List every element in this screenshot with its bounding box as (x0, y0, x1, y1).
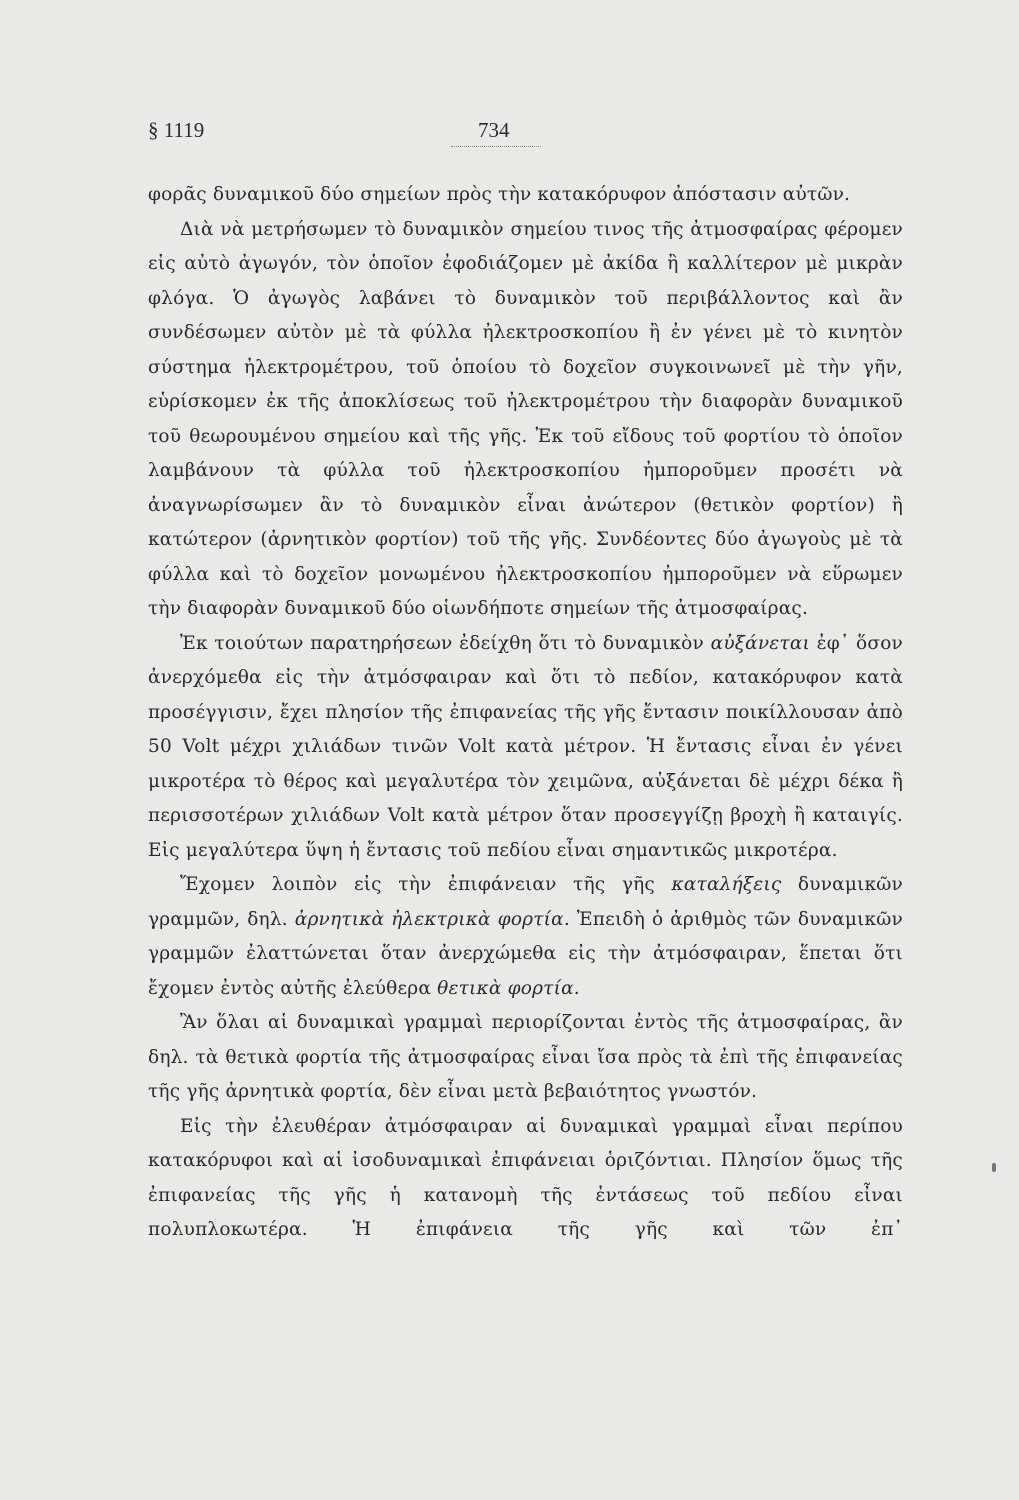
text-segment: ἐφ᾽ ὅσον ἀνερχόμεθα εἰς τὴν ἀτμόσφαιραν καὶ ὅτι τὸ πεδίον, κατακόρυφον κατὰ προσέγγισιν, ἔχει πλησίον τῆς ἐπιφανείας τῆς γῆς ἔντασιν ποικίλλουσαν ἀπὸ 50 Volt μέχρι χιλιάδων τινῶν Volt κατὰ μέτρον. Ἡ ἔντασις εἶναι ἐν γένει μικροτέρα τὸ θέρος καὶ μεγαλυτέρα τὸν χειμῶνα, αὐξάνεται δὲ μέχρι δέκα ἢ περισσοτέρων χιλιάδων Volt κατὰ μέτρον ὅταν προσεγγίζῃ βροχὴ ἢ καταιγίς. Εἰς μεγαλύτερα ὕψη ἡ ἔντασις τοῦ πεδίου εἶναι σημαντικῶς μικροτέρα. (148, 632, 904, 861)
paragraph-observations (148, 627, 903, 869)
text-segment: Ἔχομεν λοιπὸν εἰς τὴν ἐπιφάνειαν τῆς γῆς (180, 874, 672, 895)
paragraph-charges (148, 868, 903, 1006)
paragraph-continuation (148, 178, 903, 213)
text-segment: Ἐπειδὴ ὁ ἀριθμὸς τῶν δυναμικῶν γραμμῶν ἐλαττώνεται ὅταν ἀνερχώμεθα εἰς τὴν ἀτμόσφαιραν, ἕπεται ὅτι ἔχομεν ἐντὸς αὐτῆς ἐλεύθερα (148, 908, 903, 999)
body-text (148, 178, 903, 1248)
paragraph-uncertainty (148, 1006, 903, 1110)
text-segment: δυναμικῶν γραμμῶν, δηλ. (148, 874, 903, 930)
header-ornament-rule (451, 146, 541, 149)
italic-term: καταλήξεις (671, 874, 782, 895)
text-segment: Διὰ νὰ μετρήσωμεν τὸ δυναμικὸν σημείου τινος τῆς ἀτμοσφαίρας φέρομεν εἰς αὐτὸ ἀγωγόν, τὸν ὁποῖον ἐφοδιάζομεν μὲ ἀκίδα ἢ καλλίτερον μὲ μικρὰν φλόγα. Ὁ ἀγωγὸς λαβάνει τὸ δυναμικὸν τοῦ περιβάλλοντος καὶ ἂν συνδέσωμεν αὐτὸν μὲ τὰ φύλλα ἠλεκτροσκοπίου ἢ ἐν γένει μὲ τὸ κινητὸν σύστημα ἠλεκτρομέτρου, τοῦ ὁποίου τὸ δοχεῖον συγκοινωνεῖ μὲ τὴν γῆν, εὑρίσκομεν ἐκ τῆς ἀποκλίσεως τοῦ ἠλεκτρομέτρου τὴν διαφορὰν δυναμικοῦ τοῦ θεωρουμένου σημείου καὶ τῆς γῆς. Ἐκ τοῦ εἴδους τοῦ φορτίου τὸ ὁποῖον λαμβάνουν τὰ φύλλα τοῦ ἠλεκτροσκοπίου ἠμποροῦμεν προσέτι νὰ ἀναγνωρίσωμεν ἂν τὸ δυναμικὸν εἶναι ἀνώτερον (θετικὸν φορτίον) ἢ κατώτερον (ἀρνητικὸν φορτίον) τοῦ τῆς γῆς. Συνδέοντες δύο ἀγωγοὺς μὲ τὰ φύλλα καὶ τὸ δοχεῖον μονωμένου ἠλεκτροσκοπίου ἠμποροῦμεν νὰ εὕρωμεν τὴν διαφορὰν δυναμικοῦ δύο οἱωνδήποτε σημείων τῆς ἀτμοσφαίρας. (148, 218, 903, 619)
paragraph-measurement (148, 213, 903, 627)
page-number: 734 (478, 118, 510, 142)
italic-term: θετικὰ φορτία. (437, 977, 580, 999)
text-segment: φορᾶς δυναμικοῦ δύο σημείων πρὸς τὴν κατακόρυφον ἀπόστασιν αὐτῶν. (148, 184, 851, 205)
italic-term: αὐξάνεται (710, 632, 811, 654)
section-reference: § 1119 (148, 118, 205, 142)
text-segment: Ἂν ὅλαι αἱ δυναμικαὶ γραμμαὶ περιορίζονται ἐντὸς τῆς ἀτμοσφαίρας, ἂν δηλ. τὰ θετικὰ φορτία τῆς ἀτμοσφαίρας εἶναι ἴσα πρὸς τὰ ἐπὶ τῆς ἐπιφανείας τῆς γῆς ἀρνητικὰ φορτία, δὲν εἶναι μετὰ βεβαιότητος γνωστόν. (148, 1012, 903, 1102)
page-header (148, 118, 908, 148)
text-segment: Εἰς τὴν ἐλευθέραν ἀτμόσφαιραν αἱ δυναμικαὶ γραμμαὶ εἶναι περίπου κατακόρυφοι καὶ αἱ ἰσοδυναμικαὶ ἐπιφάνειαι ὁριζόντιαι. Πλησίον ὅμως τῆς ἐπιφανείας τῆς γῆς ἡ κατανομὴ τῆς ἐντάσεως τοῦ πεδίου εἶναι πολυπλοκωτέρα. Ἡ ἐπιφάνεια τῆς γῆς καὶ τῶν ἐπ᾽ (148, 1115, 903, 1240)
italic-term: ἀρνητικὰ ἠλεκτρικὰ φορτία. (294, 908, 570, 930)
margin-ink-mark (992, 1163, 996, 1172)
text-segment: Ἐκ τοιούτων παρατηρήσεων ἐδείχθη ὅτι τὸ δυναμικὸν (180, 632, 711, 654)
paragraph-free-atmosphere (148, 1110, 903, 1248)
